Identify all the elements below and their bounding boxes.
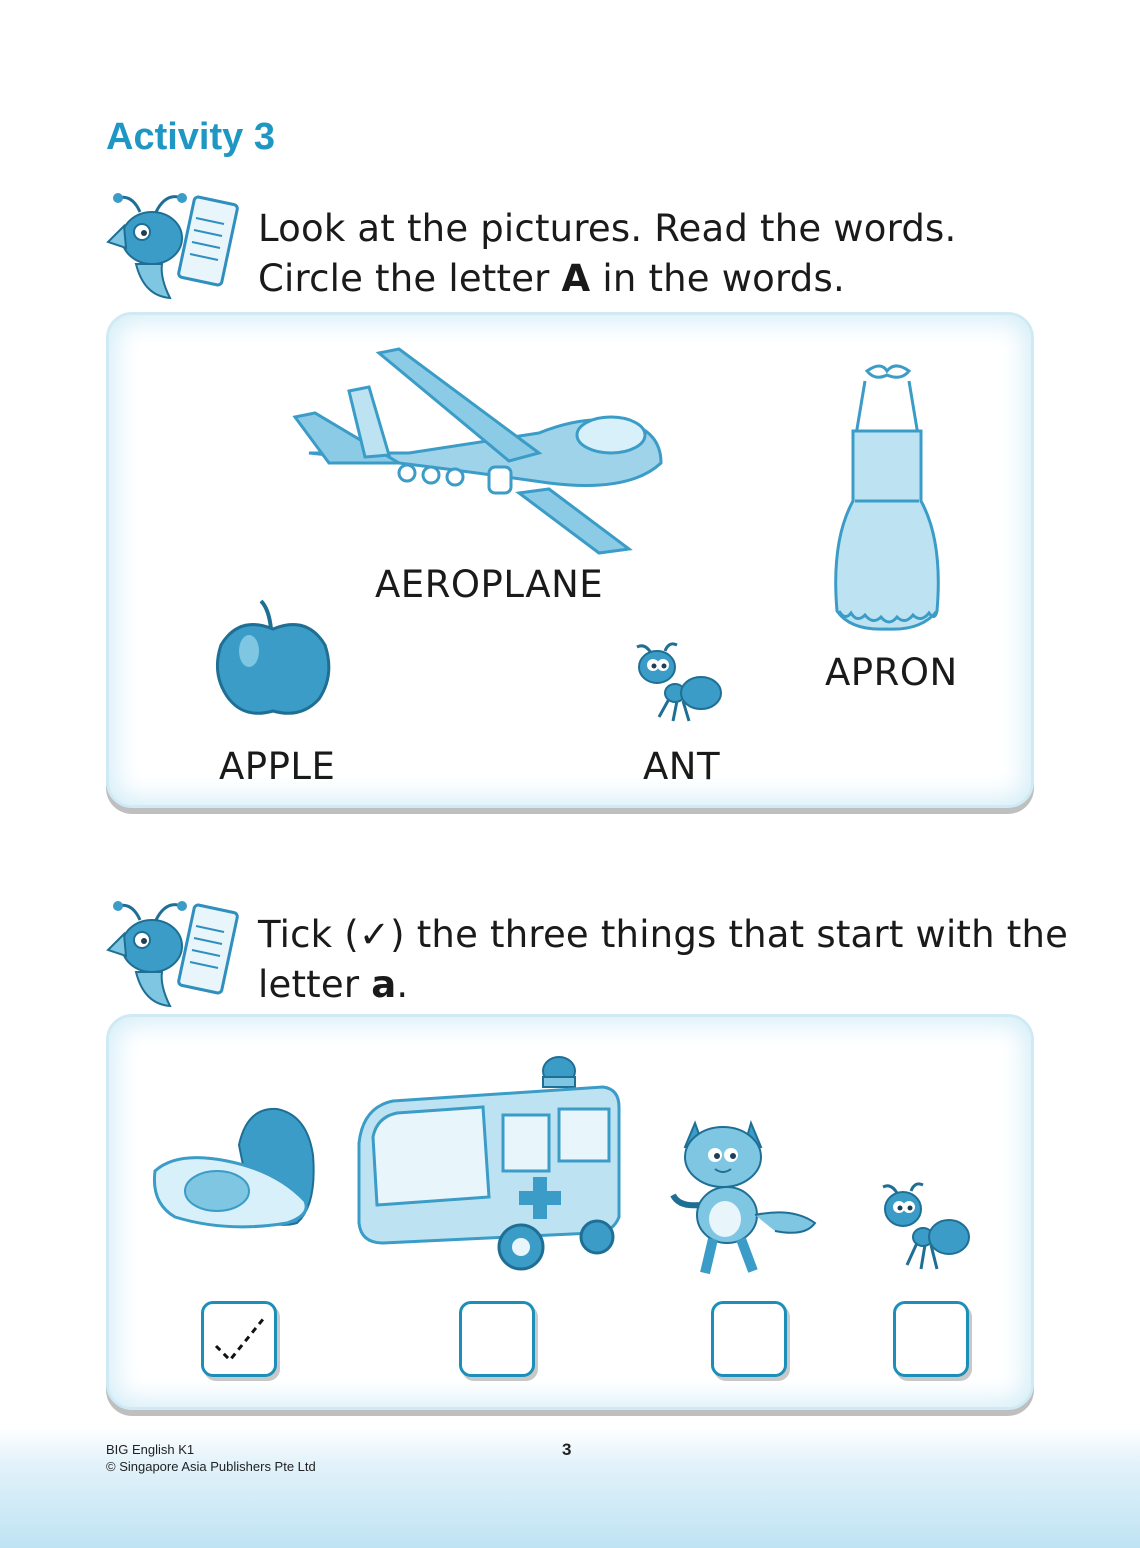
word-apple: APPLE bbox=[219, 745, 336, 788]
instruction-circle-letter bbox=[258, 204, 956, 304]
instruction-line-1: Tick (✓) the three things that start with the bbox=[258, 913, 1069, 956]
avocado-icon bbox=[147, 1105, 327, 1235]
apple-icon bbox=[209, 595, 339, 723]
instruction-line-1: Look at the pictures. Read the words. bbox=[258, 207, 957, 250]
footer-book-title: BIG English K1 bbox=[106, 1442, 195, 1457]
mascot-ant-clipboard-icon bbox=[100, 186, 240, 306]
ambulance-icon bbox=[353, 1047, 623, 1277]
ant-icon bbox=[635, 641, 725, 727]
tick-box-cat[interactable] bbox=[711, 1301, 787, 1377]
tick-box-ant[interactable] bbox=[893, 1301, 969, 1377]
check-mark-icon bbox=[212, 1312, 268, 1368]
word-aeroplane: AEROPLANE bbox=[375, 563, 604, 606]
page-number: 3 bbox=[562, 1440, 572, 1459]
apron-icon bbox=[825, 361, 949, 641]
tick-box-ambulance[interactable] bbox=[459, 1301, 535, 1377]
instruction-line-2: letter a. bbox=[258, 963, 409, 1006]
tick-box-avocado[interactable] bbox=[201, 1301, 277, 1377]
word-apron: APRON bbox=[825, 651, 958, 694]
mascot-ant-clipboard-icon bbox=[100, 894, 240, 1014]
aeroplane-icon bbox=[289, 343, 669, 563]
picture-panel-tick bbox=[106, 1014, 1034, 1410]
instruction-line-2: Circle the letter A in the words. bbox=[258, 257, 845, 300]
word-ant: ANT bbox=[643, 745, 721, 788]
ant-icon bbox=[881, 1181, 973, 1275]
footer-credits bbox=[106, 1441, 316, 1475]
instruction-tick bbox=[258, 910, 1068, 1010]
footer-copyright: © Singapore Asia Publishers Pte Ltd bbox=[106, 1459, 316, 1474]
activity-title: Activity 3 bbox=[106, 116, 275, 158]
instruction-letter: A bbox=[561, 257, 591, 300]
instruction-letter: a bbox=[371, 963, 397, 1006]
cat-icon bbox=[665, 1111, 825, 1277]
picture-panel-words bbox=[106, 312, 1034, 808]
